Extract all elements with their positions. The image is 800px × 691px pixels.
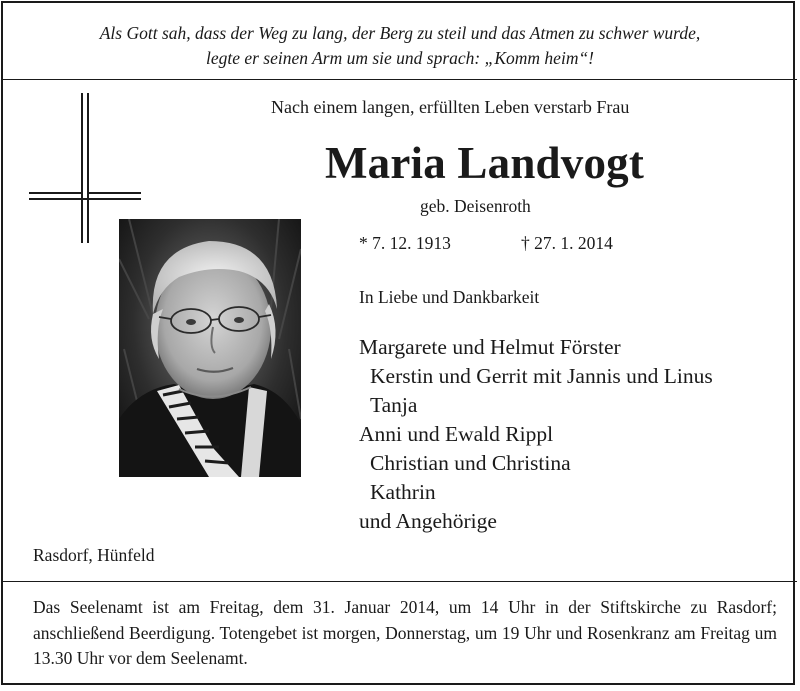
mourner-line: Kerstin und Gerrit mit Jannis und Linus: [370, 364, 713, 388]
mourner-line: Kathrin: [370, 480, 436, 504]
gratitude-line: In Liebe und Dankbarkeit: [359, 287, 540, 307]
deceased-name: Maria Landvogt: [325, 138, 645, 188]
place-line: Rasdorf, Hünfeld: [33, 545, 155, 565]
portrait-image: [119, 219, 301, 477]
mourner-line: Tanja: [370, 393, 418, 417]
bottom-divider: [3, 581, 797, 582]
quote-line-2: legte er seinen Arm um sie und sprach: „Komm heim“!: [205, 48, 595, 68]
death-date: † 27. 1. 2014: [521, 233, 613, 253]
quote-line-1: Als Gott sah, dass der Weg zu lang, der Berg zu steil und das Atmen zu schwer wurde,: [99, 23, 701, 43]
birth-date: * 7. 12. 1913: [359, 233, 451, 253]
service-announcement: Das Seelenamt ist am Freitag, dem 31. Januar 2014, um 14 Uhr in der Stiftskirche zu Rasdorf; anschließend Beerdigung. Totengebet ist morgen, Donnerstag, um 19 Uhr und Rosenkranz am Freitag um 13.30 Uhr vor dem Seelenamt.: [33, 597, 777, 668]
portrait-photo: [119, 219, 301, 477]
top-divider: [3, 79, 797, 80]
mourner-line: Anni und Ewald Rippl: [359, 422, 554, 446]
memorial-quote: [3, 21, 797, 71]
obituary-notice: [1, 1, 795, 685]
maiden-name: geb. Deisenroth: [420, 196, 531, 216]
mourners-list: [359, 333, 713, 536]
mourner-line: Christian und Christina: [370, 451, 571, 475]
mourner-line: und Angehörige: [359, 509, 497, 533]
intro-text: Nach einem langen, erfüllten Leben verstarb Frau: [271, 97, 630, 117]
mourner-line: Margarete und Helmut Förster: [359, 335, 621, 359]
